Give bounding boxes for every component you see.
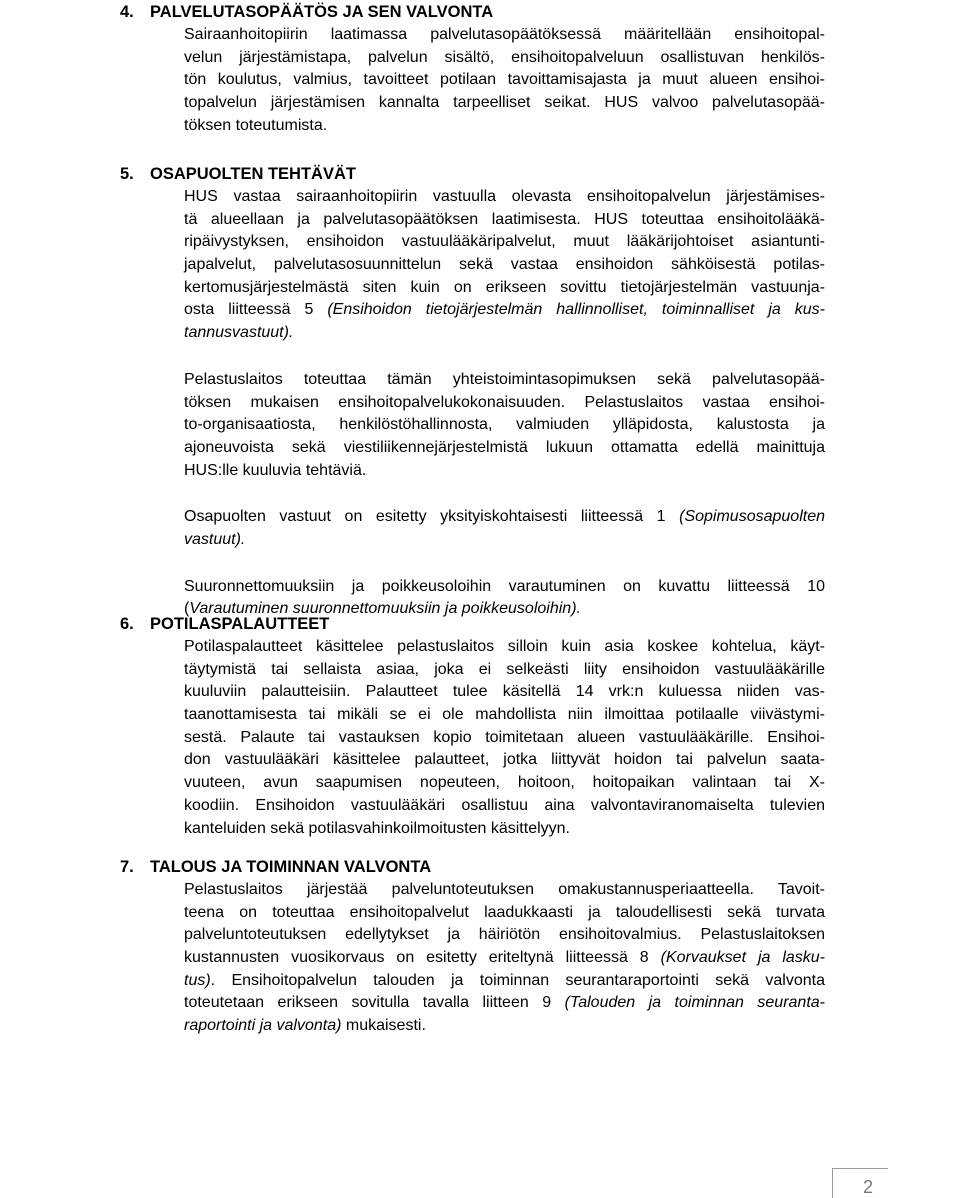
text-line: to-organisaatiosta, henkilöstöhallinnosta, valmiuden ylläpidosta, kalustosta ja [184,416,825,434]
text-line: taanottamisesta tai mikäli se ei ole mahdollista niin ilmoittaa potilaalle viivästymi- [184,706,825,724]
text-line: velun järjestämistapa, palvelun sisältö, ensihoitopalveluun osallistuvan henkilös- [184,48,825,66]
paragraph [184,506,825,551]
text-line: vuuteen, avun saapumisen nopeuteen, hoitoon, hoitopaikan valintaan tai X- [184,774,825,792]
paragraph [184,24,825,137]
text-line: kanteluiden sekä potilasvahinkoilmoitusten käsittelyyn. [184,819,570,837]
text-line: Sairaanhoitopiirin laatimassa palvelutasopäätöksessä määritellään ensihoitopal- [184,26,825,43]
text-line: sestä. Palaute tai vastauksen kopio toimitetaan alueen vastuulääkärille. Ensihoi- [184,728,825,746]
paragraph [184,369,825,482]
text-line: don vastuulääkäri käsittelee palautteet, jotka liittyvät hoidon tai palvelun saata- [184,751,825,769]
text-line: teena on toteuttaa ensihoitopalvelut laadukkaasti ja taloudellisesti sekä turvata [184,903,825,921]
section-body [184,186,825,621]
section-4 [0,0,960,161]
section-title: OSAPUOLTEN TEHTÄVÄT [150,165,356,183]
section-number: 6. [120,615,134,633]
section-heading [0,855,960,879]
section-title: PALVELUTASOPÄÄTÖS JA SEN VALVONTA [150,3,494,21]
text-line: ripäivystyksen, ensihoidon vastuulääkäripalvelut, muut lääkärijohtoiset asiantunti- [184,233,825,251]
text-line: HUS vastaa sairaanhoitopiirin vastuulla olevasta ensihoitopalvelun järjestämises- [184,188,825,205]
text-line: japalvelut, palvelutasosuunnittelun sekä vastaa ensihoidon sähköisestä potilas- [184,256,825,274]
text-line: (Varautuminen suuronnettomuuksiin ja poikkeusoloihin). [184,600,581,618]
text-line: vastuut). [184,530,246,548]
section-title: TALOUS JA TOIMINNAN VALVONTA [150,858,432,876]
text-line: ajoneuvoista sekä viestiliikennejärjestelmistä lukuun ottamatta edellä mainittuja [184,438,825,456]
text-line: toteutetaan erikseen sovitulla tavalla liitteen 9 (Talouden ja toiminnan seuranta- [184,994,825,1012]
text-line: kustannusten vuosikorvaus on esitetty eriteltynä liitteessä 8 (Korvaukset ja lasku- [184,949,826,967]
paragraph [184,636,825,840]
text-line: töksen toteutumista. [184,116,328,134]
section-heading [0,612,960,636]
section-7 [0,855,960,1062]
paragraph [184,186,825,345]
page-number-frame [832,1168,888,1198]
text-line: tön koulutus, valmius, tavoitteet potilaan tavoittamisajasta ja muut alueen ensihoi- [184,71,825,89]
text-line: Pelastuslaitos toteuttaa tämän yhteistoimintasopimuksen sekä palvelutasopää- [184,370,825,388]
section-heading [0,162,960,186]
section-title: POTILASPALAUTTEET [150,615,330,633]
section-number: 5. [120,165,134,183]
text-line: tus). Ensihoitopalvelun talouden ja toiminnan seurantaraportointi sekä valvonta [184,971,825,989]
section-body [184,636,825,840]
section-5 [0,162,960,645]
text-line: HUS:lle kuuluvia tehtäviä. [184,461,367,479]
text-line: Suuronnettomuuksiin ja poikkeusoloihin varautuminen on kuvattu liitteessä 10 [184,577,825,595]
text-line: palveluntoteutuksen edellytykset ja häiriötön ensihoitovalmius. Pelastuslaitoksen [184,926,825,944]
text-line: koodiin. Ensihoidon vastuulääkäri osallistuu aina valvontaviranomaiselta tulevien [184,796,825,814]
text-line: raportointi ja valvonta) mukaisesti. [184,1017,426,1035]
section-number: 7. [120,858,134,876]
text-line: töksen mukaisen ensihoitopalvelukokonaisuuden. Pelastuslaitos vastaa ensihoi- [184,393,825,411]
page-number: 2 [863,1177,874,1197]
text-line: osta liitteessä 5 (Ensihoidon tietojärjestelmän hallinnolliset, toiminnalliset ja kus- [184,301,825,319]
text-line: Osapuolten vastuut on esitetty yksityiskohtaisesti liitteessä 1 (Sopimusosapuolten [184,508,825,526]
section-body [184,24,825,137]
section-number: 4. [120,3,134,21]
text-line: täytymistä tai sellaista asiaa, joka ei selkeästi liity ensihoidon vastuulääkärille [184,660,825,678]
section-6 [0,612,960,864]
paragraph [184,879,825,1038]
text-line: Pelastuslaitos järjestää palveluntoteutuksen omakustannusperiaatteella. Tavoit- [184,881,825,898]
text-line: tannusvastuut). [184,324,294,342]
text-line: tä alueellaan ja palvelutasopäätöksen laatimisesta. HUS toteuttaa ensihoitolääkä- [184,210,825,228]
text-line: Potilaspalautteet käsittelee pelastuslaitos silloin kuin asia koskee kohtelua, käyt- [184,638,825,655]
section-heading [0,0,960,24]
text-line: kuuluviin palautteisiin. Palautteet tulee käsitellä 14 vrk:n kuluessa niiden vas- [184,683,825,701]
text-line: kertomusjärjestelmästä siten kuin on erikseen sovittu tietojärjestelmän vastuunja- [184,278,825,296]
section-body [184,879,825,1038]
text-line: topalvelun järjestämisen kannalta tarpeelliset seikat. HUS valvoo palvelutasopää- [184,94,825,112]
